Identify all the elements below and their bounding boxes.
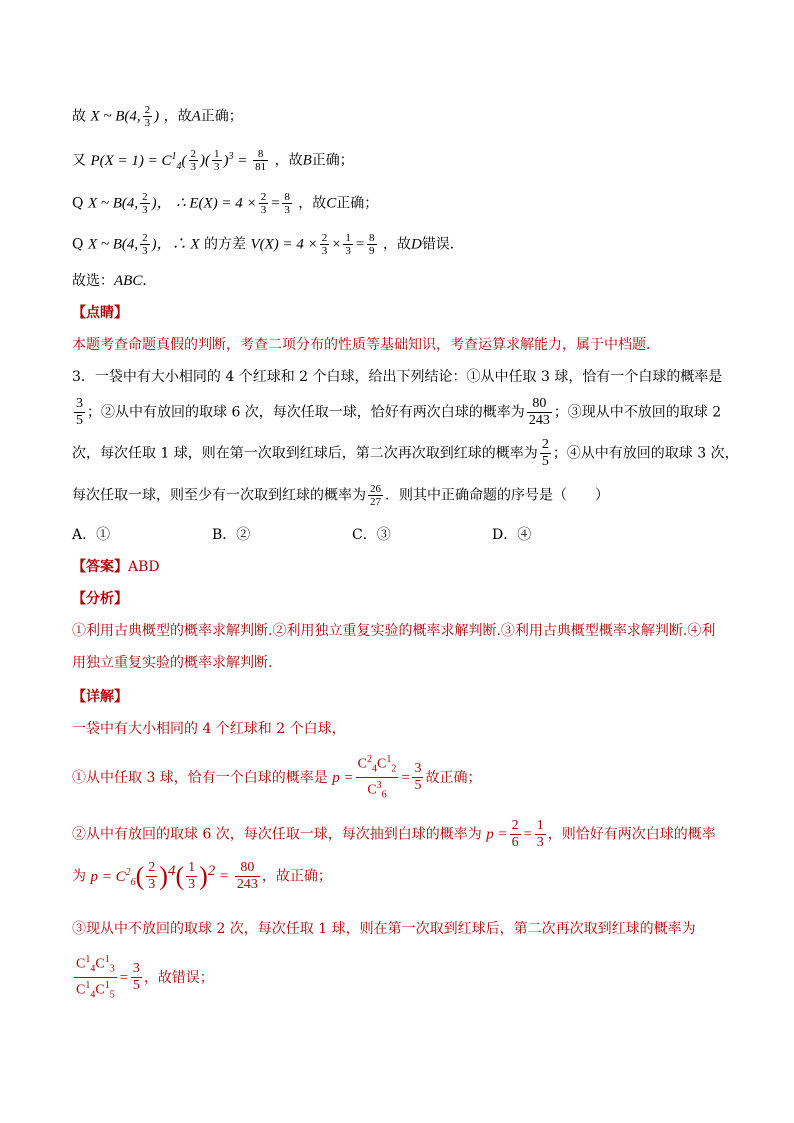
text: ．则其中正确命题的序号是（ ）: [385, 487, 609, 504]
text: 故: [72, 108, 86, 125]
text: ，故: [382, 236, 411, 253]
answer-value: ABD: [128, 559, 160, 575]
formula: ): [154, 108, 160, 125]
detail-line-2: ①从中任取 3 球，恰有一个白球的概率是 p = $\frac{C^2_4C^1_2}{C^3_6}$ = $\frac{3}{5}$ 故正确；: [72, 754, 482, 801]
q3-intro: 3．一袋中有大小相同的 4 个红球和 2 个白球，给出下列结论：①从中任取 3 球，恰有一个白球的概率是: [72, 369, 723, 385]
sol-line-1: 故 X ~ B(4, $\frac{2}{3}$ ) ，故A正确；: [72, 104, 243, 129]
answer-text: ABC: [114, 273, 143, 289]
text: ，则恰好有两次白球的概率: [547, 826, 716, 843]
option-c: C．③: [352, 527, 391, 543]
text: 错误．: [421, 236, 464, 253]
text: 正确；: [200, 108, 243, 125]
option-b: B．②: [212, 527, 251, 543]
q3-line-3: 次，每次任取 1 球，则在第一次取到红球后，第二次再次取到红球的概率为 $\frac{2}{5}$ ；④从中有放回的取球 3 次，: [72, 437, 739, 469]
point-tag: 【点睛】: [72, 305, 128, 321]
text: ；②从中有放回的取球 6 次，每次任取一球，恰好有两次白球的概率为: [87, 404, 525, 421]
text: ；③现从中不放回的取球 2: [553, 404, 722, 421]
text: 正确；: [311, 152, 354, 169]
detail-line-1: 一袋中有大小相同的 4 个红球和 2 个白球，: [72, 721, 346, 737]
text: 次，每次任取 1 球，则在第一次取到红球后，第二次再次取到红球的概率为: [72, 445, 538, 462]
text: 故正确；: [425, 769, 482, 786]
text: ①从中任取 3 球，恰有一个白球的概率是: [72, 769, 328, 786]
text: ，故: [163, 108, 192, 125]
text: Q: [72, 236, 84, 253]
text: ②从中有放回的取球 6 次，每次任取一球，每次抽到白球的概率为: [72, 826, 482, 843]
detail-line-4: 为 $p = C^2_6$( $\frac{2}{3}$ )$^4$( $\frac{1}{3}$ )$^2$ = $\frac{80}{243}$ ，故正确；: [72, 860, 332, 892]
text: ．: [142, 273, 157, 289]
text: Q: [72, 195, 84, 212]
fraction: $\frac{2}{3}$: [144, 104, 151, 129]
text: ，故错误；: [143, 969, 214, 986]
sol-line-5: [72, 274, 156, 289]
detail-line-5: ③现从中不放回的取球 2 次，每次任取 1 球，则在第一次取到红球后，第二次再次取到红球的概率为: [72, 921, 696, 937]
detail-tag: 【详解】: [72, 689, 128, 705]
text: 又: [72, 152, 86, 169]
analysis-line-2: 用独立重复实验的概率求解判断.: [72, 655, 273, 671]
answer-tag: 【答案】: [72, 559, 128, 575]
text: ；④从中有放回的取球 3 次，: [552, 445, 739, 462]
answer-line: [72, 560, 160, 574]
text: 的方差: [204, 236, 246, 253]
analysis-line-1: ①利用古典概型的概率求解判断.②利用独立重复实验的概率求解判断.③利用古典概型概率求解判断.④利: [72, 623, 716, 639]
text: ，故: [274, 152, 303, 169]
option-d: D．④: [492, 527, 532, 543]
text: 每次任取一球，则至少有一次取到红球的概率为: [72, 487, 366, 504]
text: ，故正确；: [261, 868, 332, 885]
q3-line-2: $\frac{3}{5}$ ；②从中有放回的取球 6 次，每次任取一球，恰好有两次白球的概率为 $\frac{80}{243}$ ；③现从中不放回的取球 2: [76, 396, 722, 428]
detail-line-6: $\frac{C^1_4C^1_3}{C^1_4C^1_5}$ = $\frac{3}{5}$ ，故错误；: [76, 954, 214, 1001]
text: 正确；: [336, 195, 379, 212]
formula: X ~ B(4,: [90, 108, 141, 125]
formula: $P(X = 1) = C^1_4$(: [90, 150, 187, 172]
q3-line-4: 每次任取一球，则至少有一次取到红球的概率为 $\frac{26}{27}$ ．则其中正确命题的序号是（ ）: [72, 483, 609, 508]
sol-line-4: Q X ~ B(4, $\frac{2}{3}$ )，∴ X 的方差 V(X) = 4 × $\frac{2}{3}$ × $\frac{1}{3}$ = $\frac{8}{9}$ ，故D错误．: [72, 232, 464, 257]
sol-line-3: Q X ~ B(4, $\frac{2}{3}$ )， ∴ E(X) = 4 × $\frac{2}{3}$ = $\frac{8}{3}$ ，故C正确；: [72, 191, 379, 216]
point-text: 本题考查命题真假的判断，考查二项分布的性质等基础知识，考查运算求解能力，属于中档题．: [72, 337, 660, 353]
option-a: A．①: [72, 527, 111, 543]
text: 为: [72, 868, 86, 885]
text: ，故: [298, 195, 327, 212]
analysis-tag: 【分析】: [72, 591, 128, 607]
text: 故选：: [72, 273, 114, 289]
sol-line-2: 又 $P(X = 1) = C^1_4$( $\frac{2}{3}$ )( $\frac{1}{3}$ )$^3$ = $\frac{8}{81}$ ，故B正确；: [72, 148, 354, 173]
q3-options: [72, 528, 632, 542]
detail-line-3: ②从中有放回的取球 6 次，每次任取一球，每次抽到白球的概率为 p = $\frac{2}{6}$ = $\frac{1}{3}$ ，则恰好有两次白球的概率: [72, 818, 716, 850]
